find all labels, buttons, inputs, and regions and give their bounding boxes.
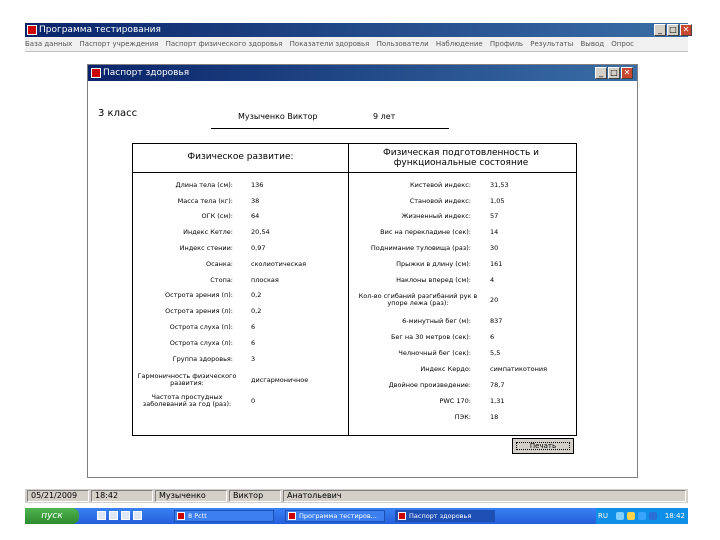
clock: 18:42 [664,512,685,520]
update-icon[interactable] [649,512,657,520]
print-button[interactable]: Печать [512,438,574,454]
physical-row-value: 3 [251,356,256,363]
physical-development-header: Физическое развитие: [187,152,294,162]
fitness-row-value: 30 [490,245,499,252]
physical-row-value: дисгармоничное [251,377,309,384]
menu-bar [25,37,688,52]
security-icon[interactable] [638,512,646,520]
physical-row-label: Группа здоровья: [172,355,233,363]
fitness-row-label: ПЭК: [454,413,471,421]
taskbar-item[interactable] [285,510,385,522]
fitness-row-value: 837 [490,318,503,325]
document-icon[interactable] [121,511,130,520]
physical-row-value: 64 [251,213,260,220]
fitness-row-value: 161 [490,261,503,268]
status-last-name: Музыченко [155,490,227,502]
fitness-row-label: 6-минутный бег (м): [402,317,471,325]
fitness-row-label: Кол-во сгибаний разгибаний рук в упоре лежа (раз): [358,292,478,307]
fitness-row-value: 57 [490,213,499,220]
mail-icon[interactable] [133,511,142,520]
dialog-icon [91,68,101,78]
physical-row-label: Гармоничность физического развития: [137,372,237,387]
grade-label: 3 класс [98,108,138,119]
network-icon[interactable] [616,512,624,520]
physical-row-value: 6 [251,340,256,347]
fitness-row-label: Жизненный индекс: [401,212,471,220]
dialog-title-bar [88,65,637,81]
fitness-row-label: Индекс Кердо: [420,365,471,373]
fitness-row-value: 5,5 [490,350,501,357]
fitness-row-value: 4 [490,277,495,284]
physical-row-label: ОГК (см): [201,212,233,220]
language-indicator[interactable]: RU [598,512,608,520]
menu-item[interactable]: Опрос [611,40,634,48]
minimize-button[interactable]: _ [654,24,666,36]
fitness-row-value: 14 [490,229,499,236]
fitness-row-label: Наклоны вперед (см): [396,276,471,284]
fitness-row-label: Бег на 30 метров (сек): [390,333,471,341]
browser-icon[interactable] [109,511,118,520]
app-title: Программа тестирования [39,25,161,35]
folder-icon [177,512,185,520]
fitness-row-label: Кистевой индекс: [410,181,471,189]
physical-row-label: Острота слуха (п): [169,323,233,331]
physical-row-value: 0,97 [251,245,266,252]
physical-row-label: Индекс стении: [179,244,233,252]
physical-row-label: Острота зрения (п): [165,291,233,299]
fitness-row-value: 78,7 [490,382,505,389]
fitness-row-label: Вис на перекладине (сек): [380,228,471,236]
physical-row-value: 0,2 [251,292,262,299]
physical-row-value: плоская [251,277,279,284]
taskbar [25,508,688,524]
menu-item[interactable]: Результаты [530,40,574,48]
student-age: 9 лет [373,112,396,121]
menu-item[interactable]: Профиль [489,40,524,48]
fitness-row-label: Становой индекс: [409,197,471,205]
fitness-row-value: 6 [490,334,495,341]
physical-row-label: Стопа: [210,276,233,284]
taskbar-item-label: Программа тестиров... [299,512,377,520]
physical-row-label: Длина тела (см): [175,181,233,189]
fitness-row-value: 18 [490,414,499,421]
dialog-maximize-button[interactable]: □ [608,67,620,79]
physical-row-value: 6 [251,324,256,331]
fitness-row-value: симпатикотония [490,366,547,373]
menu-item[interactable]: Паспорт учреждения [79,40,159,48]
physical-row-label: Индекс Кетле: [183,228,233,236]
start-button[interactable]: пуск [25,508,79,524]
app-icon [27,25,37,35]
fitness-row-label: Челночный бег (сек): [398,349,471,357]
physical-row-value: сколиотическая [251,261,307,268]
taskbar-item-active[interactable] [395,510,495,522]
dialog-title: Паспорт здоровья [103,68,190,78]
fitness-row-label: Двойное произведение: [388,381,471,389]
fitness-row-label: Прыжки в длину (см): [396,260,471,268]
health-passport-dialog [87,64,638,478]
physical-row-label: Осанка: [205,260,233,268]
menu-item[interactable]: Вывод [580,40,605,48]
taskbar-item-label: Паспорт здоровья [409,512,472,520]
physical-row-label: Острота зрения (л): [165,307,233,315]
menu-item[interactable]: Пользователи [376,40,429,48]
desktop-icon[interactable] [97,511,106,520]
fitness-row-value: 1,05 [490,198,505,205]
physical-row-value: 0 [251,398,256,405]
status-first-name: Виктор [229,490,281,502]
physical-row-value: 0,2 [251,308,262,315]
student-name: Музыченко Виктор [238,112,318,121]
name-underline [211,128,449,129]
maximize-button[interactable]: □ [667,24,679,36]
physical-row-label: Масса тела (кг): [177,197,233,205]
dialog-close-button[interactable]: ✕ [621,67,633,79]
status-role: Анатольевич [283,490,686,502]
fitness-row-value: 1,31 [490,398,505,405]
menu-item[interactable]: Паспорт физического здоровья [165,40,283,48]
app-icon [288,512,296,520]
physical-row-value: 38 [251,198,260,205]
fitness-row-label: PWC 170: [439,397,471,405]
fitness-header: Физическая подготовленность и функциональные состояние [383,148,539,168]
physical-row-label: Острота слуха (л): [169,339,233,347]
fitness-row-value: 20 [490,297,499,304]
menu-item[interactable]: Показатели здоровья [289,40,370,48]
header-divider [133,172,576,173]
fitness-row-value: 31,53 [490,182,509,189]
taskbar-item[interactable] [174,510,274,522]
status-time: 18:42 [91,490,153,502]
app-title-bar [25,23,688,37]
physical-row-label: Частота простудных заболеваний за год (раз): [142,393,232,408]
taskbar-item-label: 8 Pctt [188,512,207,520]
dialog-minimize-button[interactable]: _ [595,67,607,79]
menu-item[interactable]: База данных [25,40,73,48]
status-date: 05/21/2009 [27,490,89,502]
status-bar [25,489,688,503]
passport-table [132,143,577,436]
physical-row-value: 20,54 [251,229,270,236]
sound-icon[interactable] [627,512,635,520]
menu-item[interactable]: Наблюдение [435,40,483,48]
close-button[interactable]: ✕ [680,24,692,36]
system-tray [596,508,688,524]
physical-row-value: 136 [251,182,264,189]
app-icon [398,512,406,520]
fitness-row-label: Поднимание туловища (раз): [370,244,471,252]
